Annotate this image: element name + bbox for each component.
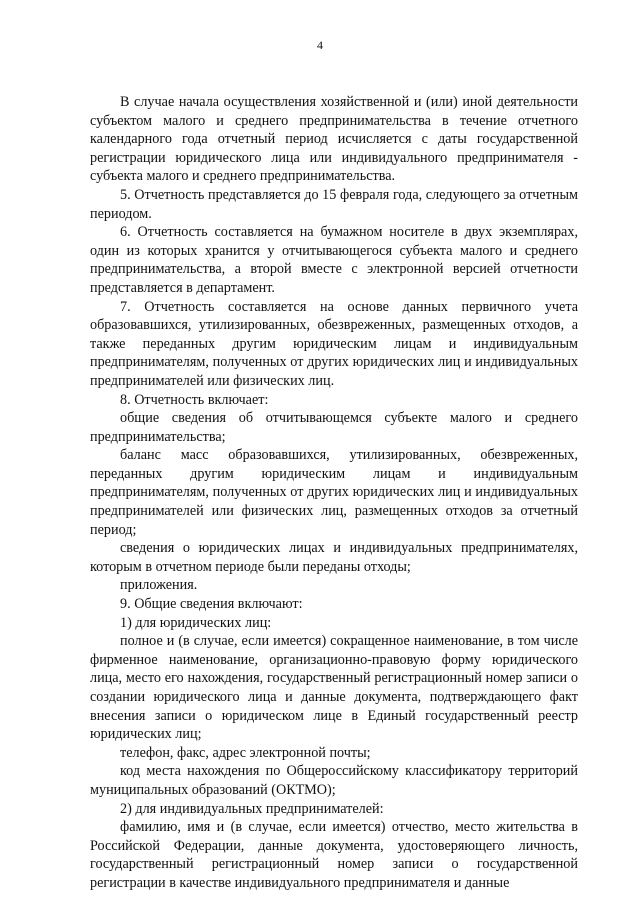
paragraph-8-general-info: общие сведения об отчитывающемся субъекте малого и среднего предпринимательства; xyxy=(90,410,578,445)
paragraph-5-deadline: 5. Отчетность представляется до 15 февраля года, следующего за отчетным периодом. xyxy=(90,186,578,222)
paragraph-9-entrepreneurs-heading: 2) для индивидуальных предпринимателей: xyxy=(120,800,384,817)
paragraph-9-general-info-heading: 9. Общие сведения включают: xyxy=(120,596,303,613)
paragraph-reporting-period-note: В случае начала осуществления хозяйственной и (или) иной деятельности субъектом малого и среднего предпринимательства в течение отчетного календарного года отчетный период исчисляется с даты государственной регистрации юридического лица или индивидуального предпринимателя - субъекта малого и среднего предпринимательства. xyxy=(90,94,578,185)
paragraph-8-contents-heading: 8. Отчетность включает: xyxy=(120,391,269,408)
paragraph-9-legal-entity-oktmo: код места нахождения по Общероссийскому классификатору территорий муниципальных образований (ОКТМО); xyxy=(90,763,578,798)
paragraph-9-entrepreneur-details: фамилию, имя и (в случае, если имеется) отчество, место жительства в Российской Федерации, данные документа, удостоверяющего личность, государственный регистрационный номер записи о государственной регистрации в качестве индивидуального предпринимателя и данные xyxy=(90,819,578,891)
paragraph-8-mass-balance: баланс масс образовавшихся, утилизированных, обезвреженных, переданных другим юридическим лицам и индивидуальным предпринимателям, полученных от других юридических лиц и индивидуальных предпринимателей или физических лиц, размещенных отходов за отчетный период; xyxy=(90,447,578,538)
paragraph-7-primary-accounting: 7. Отчетность составляется на основе данных первичного учета образовавшихся, утилизированных, обезвреженных, размещенных отходов, а также переданных другим юридическим лицам и индивидуальным предпринимателям, полученных от других юридических лиц и индивидуальных предпринимателей или физических лиц. xyxy=(90,298,578,389)
paragraph-8-appendices: приложения. xyxy=(120,577,198,594)
paragraph-9-legal-entity-contacts: телефон, факс, адрес электронной почты; xyxy=(120,744,371,761)
document-body xyxy=(90,93,578,893)
page-number: 4 xyxy=(317,38,323,52)
paragraph-9-legal-entity-name: полное и (в случае, если имеется) сокращенное наименование, в том числе фирменное наименование, организационно-правовую форму юридического лица, место его нахождения, государственный регистрационный номер записи о создании юридического лица и данные документа, подтверждающего факт внесения записи о юридическом лице в Единый государственный реестр юридических лиц; xyxy=(90,633,578,743)
paragraph-8-recipients-info: сведения о юридических лицах и индивидуальных предпринимателях, которым в отчетном периоде были переданы отходы; xyxy=(90,540,578,575)
paragraph-6-paper-copies: 6. Отчетность составляется на бумажном носителе в двух экземплярах, один из которых хранится у отчитывающегося субъекта малого и среднего предпринимательства, а второй вместе с электронной версией отчетности представляется в департамент. xyxy=(90,224,578,296)
paragraph-9-legal-entities-heading: 1) для юридических лиц: xyxy=(120,614,272,631)
